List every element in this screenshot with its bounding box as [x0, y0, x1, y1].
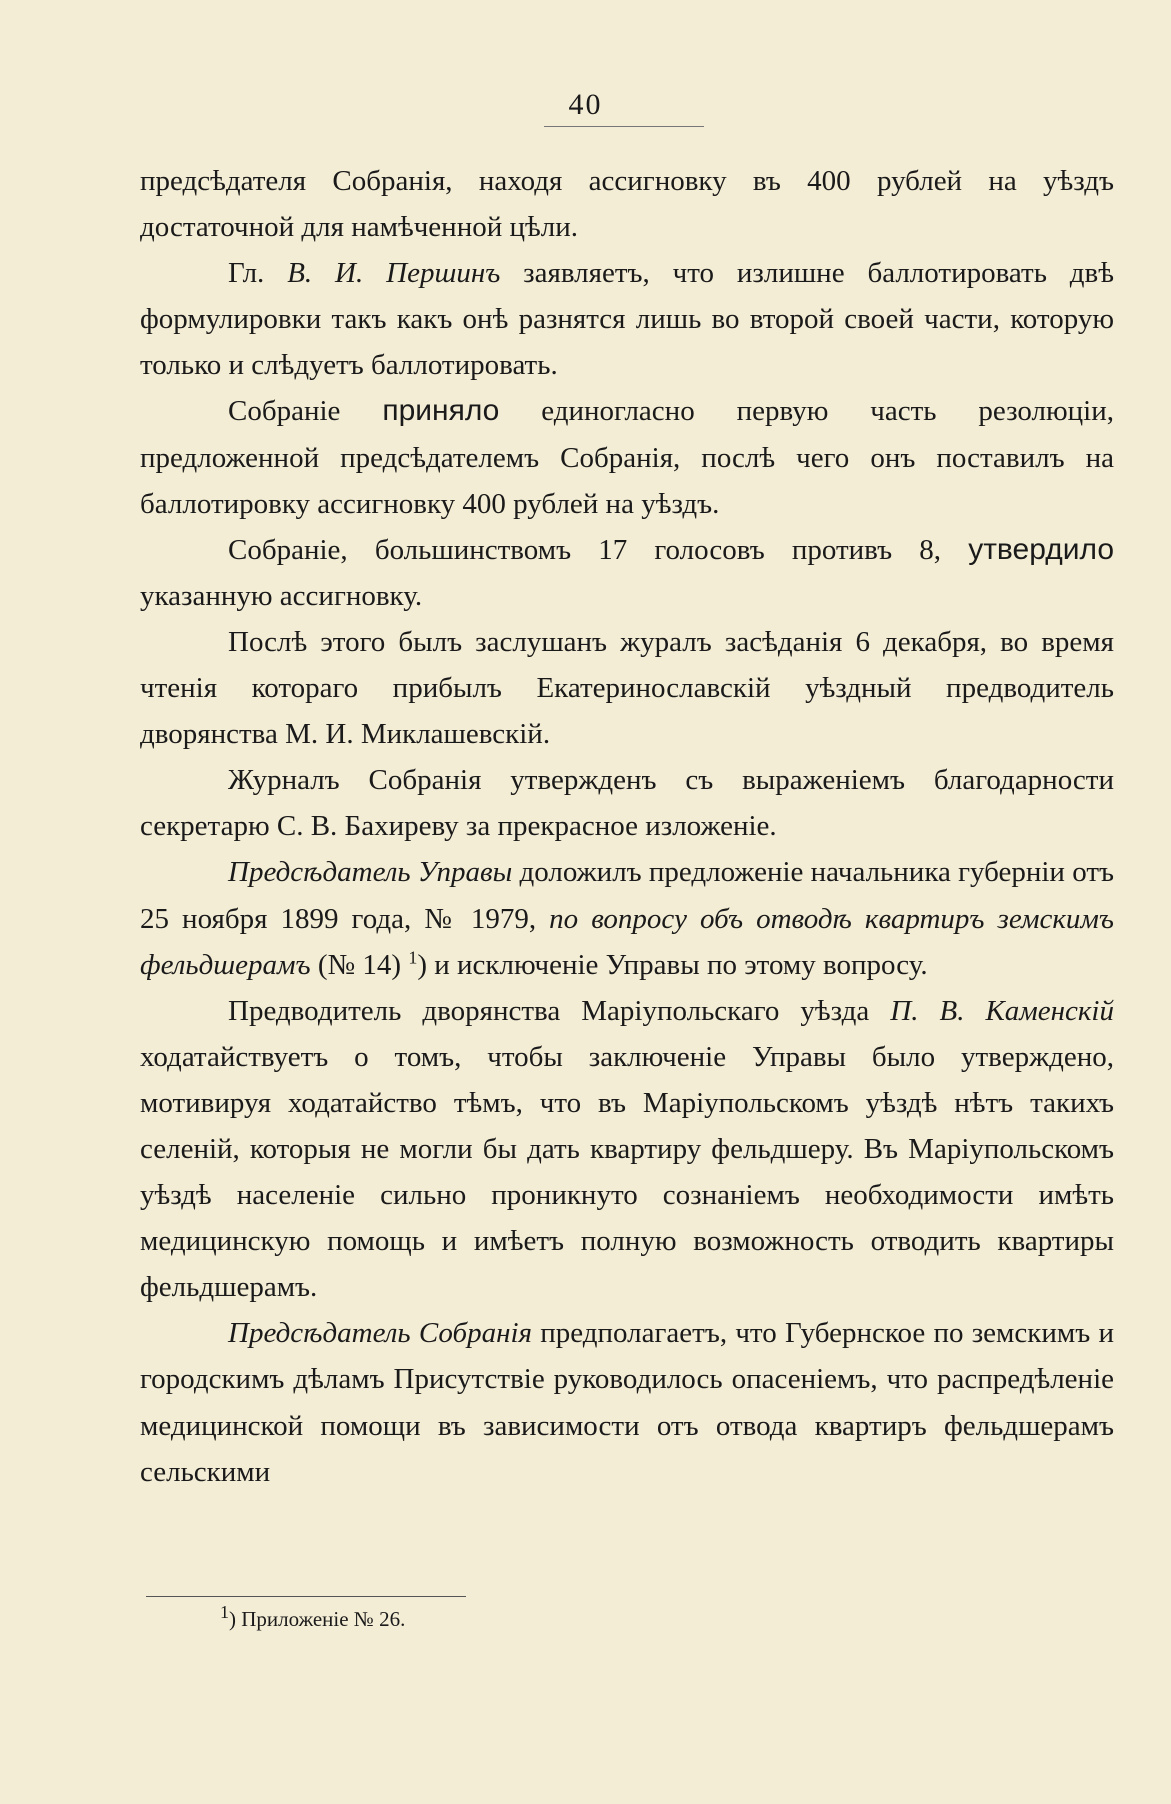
paragraph [140, 250, 1114, 388]
footnote [220, 1602, 406, 1632]
paragraph [140, 158, 1114, 250]
paragraph-text: заявляетъ, что излишне баллотировать двѣ формулировки такъ какъ онѣ разнятся лишь во второй своей части, которую только и слѣдуетъ баллотировать. [140, 257, 1114, 382]
paragraph-text: Собраніе [228, 395, 383, 428]
paragraph [140, 1310, 1114, 1494]
paragraph [140, 619, 1114, 757]
paragraph-text: доложилъ предложеніе начальника губерніи отъ 25 ноября 1899 года, № 1979, [140, 856, 1114, 935]
body-text [140, 158, 1114, 1495]
paragraph-text: Предводитель дворянства Маріупольскаго уѣзда [228, 994, 891, 1027]
paragraph [140, 757, 1114, 849]
page-number: 40 [568, 88, 603, 121]
italic-text: Предсѣдатель Управы [228, 856, 513, 889]
emphasis-text: утвердило [968, 532, 1114, 566]
italic-text: В. И. Першинъ [287, 257, 501, 290]
paragraph [140, 527, 1114, 619]
emphasis-text: приняло [382, 394, 500, 428]
footnote-text: ) Приложеніе № 26. [229, 1607, 406, 1631]
italic-text: по вопросу объ отводѣ квартиръ земскимъ фельдшерамъ [140, 902, 1114, 981]
paragraph-text: предполагаетъ, что Губернское по земскимъ и городскимъ дѣламъ Присутствіе руководилось опасеніемъ, что распредѣленіе медицинской помощи въ зависимости отъ отвода квартиръ фельдшерамъ сельскими [140, 1317, 1115, 1488]
paragraph-text: ) и исключеніе Управы по этому вопросу. [417, 948, 928, 981]
paragraph [140, 388, 1114, 526]
footnote-rule [146, 1596, 466, 1597]
paragraph-text: (№ 14) [310, 948, 409, 981]
paragraph-text: предсѣдателя Собранія, находя ассигновку въ 400 рублей на уѣздъ достаточной для намѣченной цѣли. [140, 165, 1114, 244]
page-number-rule [544, 126, 704, 127]
italic-text: П. В. Каменскій [890, 994, 1114, 1027]
paragraph-text: указанную ассигновку. [140, 579, 423, 612]
paragraph [140, 988, 1114, 1311]
paragraph-text: Собраніе, большинствомъ 17 голосовъ противъ 8, [228, 533, 969, 566]
paragraph-text: единогласно первую часть резолюціи, предложенной предсѣдателемъ Собранія, послѣ чего онъ поставилъ на баллотировку ассигновку 400 рублей на уѣздъ. [140, 395, 1114, 520]
paragraph-text: ходатайствуетъ о томъ, чтобы заключеніе Управы было утверждено, мотивируя ходатайство тѣмъ, что въ Маріупольскомъ уѣздѣ нѣтъ такихъ селеній, которыя не могли бы дать квартиру фельдшеру. Въ Маріупольскомъ уѣздѣ населеніе сильно проникнуто сознаніемъ необходимости имѣть медицинскую помощь и имѣетъ полную возможность отводить квартиры фельдшерамъ. [140, 1040, 1114, 1304]
italic-text: Предсѣдатель Собранія [228, 1317, 533, 1350]
paragraph-text: Гл. [228, 257, 288, 290]
paragraph [140, 849, 1114, 987]
footnote-marker: 1 [220, 1602, 229, 1622]
footnote-reference: 1 [408, 946, 418, 967]
paragraph-text: Послѣ этого былъ заслушанъ журалъ засѣданія 6 декабря, во время чтенія котораго прибылъ Екатеринославскій уѣздный предводитель дворянства М. И. Миклашевскій. [140, 625, 1114, 751]
paragraph-text: Журналъ Собранія утвержденъ съ выраженіемъ благодарности секретарю С. В. Бахиреву за прекрасное изложеніе. [140, 764, 1114, 843]
